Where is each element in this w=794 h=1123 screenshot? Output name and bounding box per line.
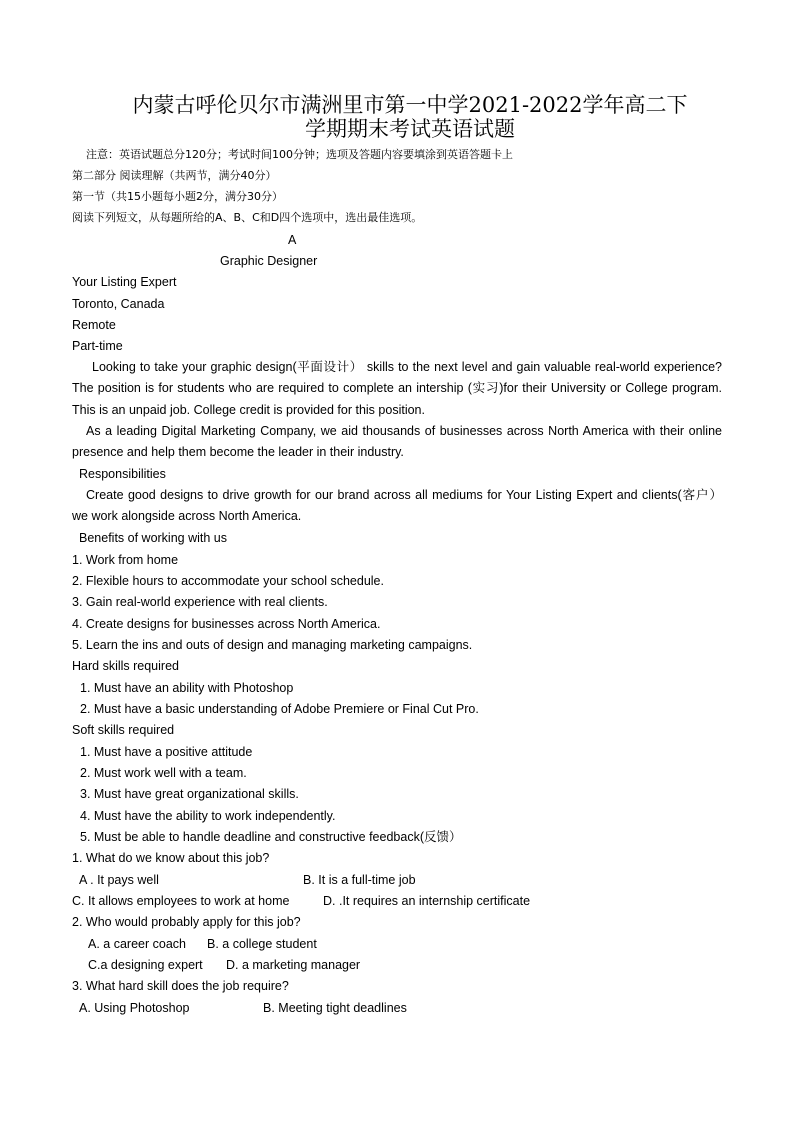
responsibilities-text: Create good designs to drive growth for our brand across all mediums for Your Listing Expert and clients(客户） we work alongside across North America. (72, 488, 722, 524)
question-stem: 2. Who would probably apply for this job? (72, 915, 301, 929)
soft-skills-heading: Soft skills required (72, 723, 175, 737)
company-paragraph: As a leading Digital Marketing Company, we aid thousands of businesses across North America with their online presence and help them become the leader in their industry. (72, 424, 722, 460)
soft-skill-item: 2. Must work well with a team. (80, 766, 247, 780)
benefit-item: 4. Create designs for businesses across North America. (72, 617, 381, 631)
question-option: D. a marketing manager (226, 958, 361, 972)
benefit-item: 1. Work from home (72, 553, 179, 567)
hard-skill-item: 2. Must have a basic understanding of Adobe Premiere or Final Cut Pro. (80, 702, 479, 716)
job-location: Toronto, Canada (72, 297, 165, 311)
question-option: B. Meeting tight deadlines (263, 1001, 407, 1015)
section-heading: 第一节（共15小题每小题2分，满分30分） (72, 190, 283, 203)
soft-skill-item: 3. Must have great organizational skills. (80, 787, 299, 801)
job-type: Part-time (72, 339, 123, 353)
question-option: B. It is a full-time job (303, 873, 416, 887)
soft-skill-item: 1. Must have a positive attitude (80, 745, 253, 759)
hard-skill-item: 1. Must have an ability with Photoshop (80, 681, 294, 695)
benefit-item: 2. Flexible hours to accommodate your school schedule. (72, 574, 384, 588)
passage-letter: A (288, 233, 297, 247)
hard-skills-heading: Hard skills required (72, 659, 179, 673)
benefit-item: 3. Gain real-world experience with real clients. (72, 595, 328, 609)
company-name: Your Listing Expert (72, 275, 177, 289)
work-mode: Remote (72, 318, 116, 332)
soft-skill-item: 4. Must have the ability to work independently. (80, 809, 336, 823)
question-option: A . It pays well (79, 873, 159, 887)
question-stem: 3. What hard skill does the job require? (72, 979, 289, 993)
exam-note: 注意：英语试题总分120分；考试时间100分钟；选项及答题内容要填涂到英语答题卡上 (86, 148, 513, 161)
benefit-item: 5. Learn the ins and outs of design and managing marketing campaigns. (72, 638, 473, 652)
question-option: A. Using Photoshop (79, 1001, 190, 1015)
exam-title-line1: 内蒙古呼伦贝尔市满洲里市第一中学2021-2022学年高二下 (132, 93, 688, 117)
part-heading: 第二部分 阅读理解（共两节，满分40分） (72, 169, 277, 182)
job-title: Graphic Designer (220, 254, 318, 268)
question-option: A. a career coach (88, 937, 186, 951)
exam-title-line2: 学期期末考试英语试题 (305, 117, 515, 141)
question-option: C.a designing expert (88, 958, 203, 972)
soft-skill-item: 5. Must be able to handle deadline and constructive feedback(反馈） (80, 830, 462, 844)
question-option: D. .It requires an internship certificate (323, 894, 531, 908)
question-stem: 1. What do we know about this job? (72, 851, 270, 865)
question-option: C. It allows employees to work at home (72, 894, 290, 908)
responsibilities-heading: Responsibilities (79, 467, 166, 481)
intro-paragraph: Looking to take your graphic design(平面设计） skills to the next level and gain valuable real-world experience? The position is for students who are required to complete an intership (实习)for their University or College program. This is an unpaid job. College credit is provided for this position. (72, 360, 722, 417)
directions: 阅读下列短文，从每题所给的A、B、C和D四个选项中，选出最佳选项。 (72, 211, 423, 224)
benefits-heading: Benefits of working with us (79, 531, 227, 545)
question-option: B. a college student (207, 937, 317, 951)
